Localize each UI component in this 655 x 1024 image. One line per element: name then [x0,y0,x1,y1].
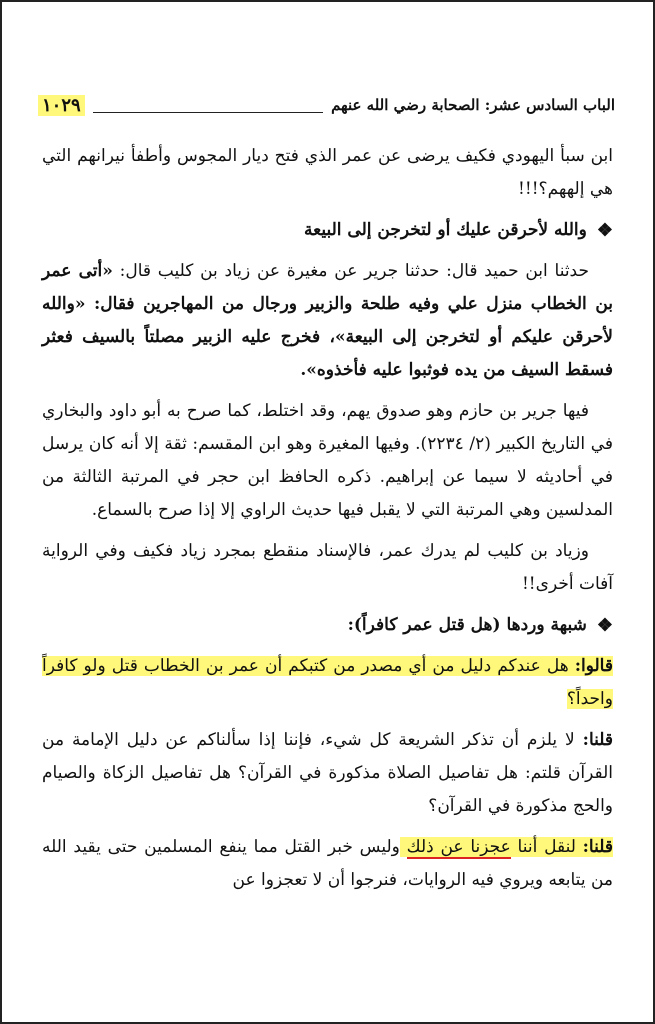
answer-text-1: لا يلزم أن تذكر الشريعة كل شيء، فإننا إذا سألناكم عن دليل الإمامة من القرآن قلتم: هل تفاصيل الصلاة مذكورة في القرآن؟ هل تفاصيل الزكاة والصيام والحج مذكورة في القرآن؟ [42,730,613,816]
isnad-text: حدثنا ابن حميد قال: حدثنا جرير عن مغيرة عن زياد بن كليب قال: [119,261,589,281]
answer-underlined: عجزنا عن ذلك [406,837,511,857]
section-heading-1 [42,214,613,247]
paragraph-3: فيها جرير بن حازم وهو صدوق يهم، وقد اختلط، كما صرح به أبو داود والبخاري في التاريخ الكبير (٢/ ٢٢٣٤). وفيها المغيرة وهو ابن المقسم: ثقة إلا أنه كان يرسل في أحاديثه لا سيما عن إبراهيم. ذكره الحافظ ابن حجر في المرتبة الثالثة من المدلسين وهي المرتبة التي لا يقبل فيها حديث الراوي إلا إذا صرح بالسماع. [42,401,614,520]
page-body [42,140,613,905]
section-heading-2 [42,609,613,642]
diamond-bullet-icon: ❖ [596,220,613,241]
paragraph-1: ابن سبأ اليهودي فكيف يرضى عن عمر الذي فتح ديار المجوس وأطفأ نيرانهم التي هي إلههم؟!!! [42,146,613,199]
answer-text-2: وليس خبر القتل مما ينفع المسلمين حتى يقيد الله من يتابعه ويروي فيه الروايات، فنرجوا أن لا تعجزوا عن [42,837,613,890]
question-text: هل عندكم دليل من أي مصدر من كتبكم أن عمر بن الخطاب قتل ولو كافراً واحداً؟ [42,656,613,709]
narration-quote: «أتى عمر بن الخطاب منزل علي وفيه طلحة والزبير ورجال من المهاجرين فقال: «والله لأحرقن عليكم أو لتخرجن إلى البيعة»، فخرج عليه الزبير مصلتاً بالسيف فعثر فسقط السيف من يده فوثبوا عليه فأخذوه». [42,261,613,380]
answer-highlight: لنقل أننا [517,837,576,857]
answer-label-1: قلنا: [582,730,614,750]
chapter-title: الباب السادس عشر: الصحابة رضي الله عنهم [331,96,615,114]
paragraph-2 [42,255,613,387]
question-label: قالوا: [574,656,613,676]
answer-paragraph-2 [42,831,613,897]
diamond-bullet-icon: ❖ [596,615,613,636]
answer-paragraph-1 [42,724,613,823]
paragraph-4: وزياد بن كليب لم يدرك عمر، فالإسناد منقطع بمجرد زياد فكيف وفي الرواية آفات أخرى!! [42,541,613,594]
answer-label-2: قلنا: [582,837,613,857]
running-header [38,92,615,118]
page-number: ١٠٢٩ [38,95,85,116]
question-paragraph [42,650,613,716]
section-heading-2-text: شبهة وردها (هل قتل عمر كافراً): [347,615,587,635]
header-rule [93,98,323,113]
section-heading-1-text: والله لأحرقن عليك أو لتخرجن إلى البيعة [304,220,587,240]
